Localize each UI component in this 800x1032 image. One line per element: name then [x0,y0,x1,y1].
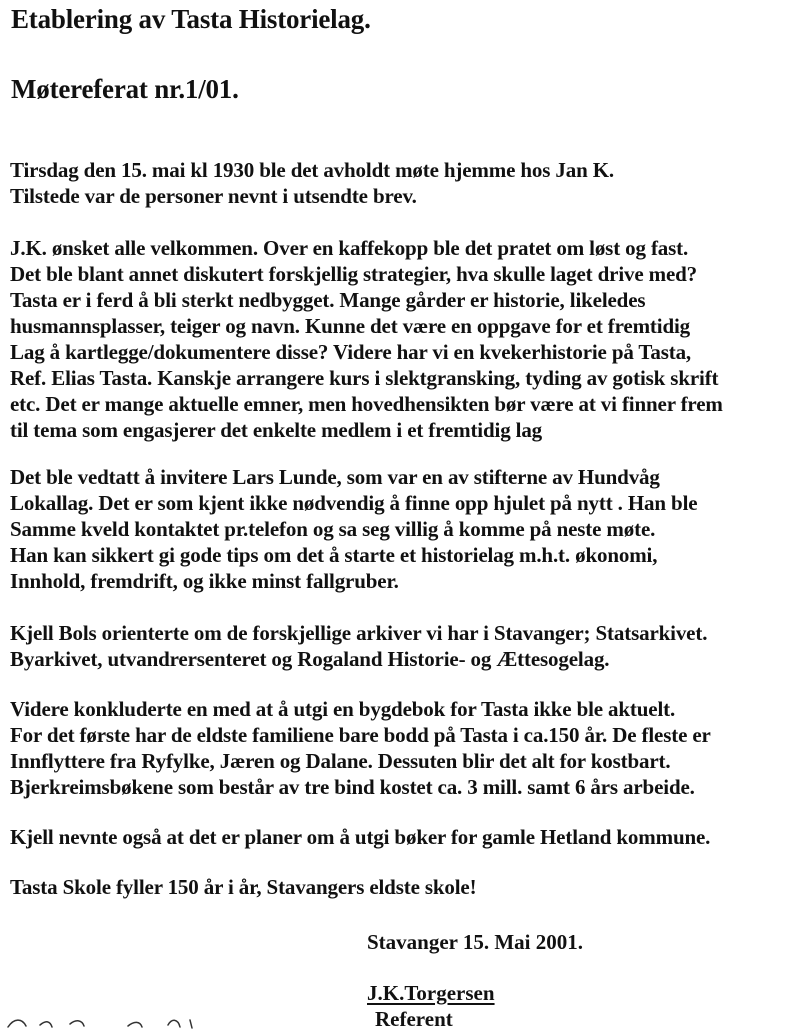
place-date-line: Stavanger 15. Mai 2001. [367,930,584,954]
signature-block [367,980,495,1032]
paragraph-line: Kjell nevnte også at det er planer om å utgi bøker for gamle Hetland kommune. [10,825,711,849]
paragraph-line: Tasta er i ferd å bli sterkt nedbygget. Mange gårder er historie, likeledes [10,288,646,312]
paragraph-line: Tirsdag den 15. mai kl 1930 ble det avholdt møte hjemme hos Jan K. [10,158,614,182]
paragraph-hetland-books [10,824,710,850]
paragraph-line: Han kan sikkert gi gode tips om det å starte et historielag m.h.t. økonomi, [10,543,658,567]
paragraph-line: Byarkivet, utvandrersenteret og Rogaland Historie- og Ættesogelag. [10,647,610,671]
paragraph-bygdebok [10,696,711,800]
paragraph-line: Tilstede var de personer nevnt i utsendte brev. [10,184,417,208]
paragraph-line: Tasta Skole fyller 150 år i år, Stavangers eldste skole! [10,875,477,899]
paragraph-line: etc. Det er mange aktuelle emner, men hovedhensikten bør være at vi finner frem [10,392,723,416]
paragraph-line: Lokallag. Det er som kjent ikke nødvendig å finne opp hjulet på nytt . Han ble [10,491,698,515]
paragraph-line: Kjell Bols orienterte om de forskjellige arkiver vi har i Stavanger; Statsarkivet. [10,621,708,645]
paragraph-line: Innflyttere fra Ryfylke, Jæren og Dalane. Dessuten blir det alt for kostbart. [10,749,671,773]
paragraph-line: Innhold, fremdrift, og ikke minst fallgruber. [10,569,399,593]
signer-name: J.K.Torgersen [367,981,495,1005]
paragraph-invitation [10,464,697,594]
paragraph-line: Lag å kartlegge/dokumentere disse? Videre har vi en kvekerhistorie på Tasta, [10,340,692,364]
paragraph-meeting-intro [10,157,614,209]
paragraph-line: Samme kveld kontaktet pr.telefon og sa seg villig å komme på neste møte. [10,517,656,541]
paragraph-line: For det første har de eldste familiene bare bodd på Tasta i ca.150 år. De fleste er [10,723,711,747]
paragraph-line: Ref. Elias Tasta. Kanskje arrangere kurs i slektgransking, tyding av gotisk skrift [10,366,719,390]
minutes-number-heading: Møtereferat nr.1/01. [11,74,239,104]
paragraph-line: husmannsplasser, teiger og navn. Kunne det være en oppgave for et fremtidig [10,314,691,338]
paragraph-line: Bjerkreimsbøkene som består av tre bind kostet ca. 3 mill. samt 6 års arbeide. [10,775,695,799]
paragraph-line: Det ble vedtatt å invitere Lars Lunde, som var en av stifterne av Hundvåg [10,465,660,489]
paragraph-line: Det ble blant annet diskutert forskjellig strategier, hva skulle laget drive med? [10,262,698,286]
paragraph-line: til tema som engasjerer det enkelte medlem i et fremtidig lag [10,418,543,442]
signer-role: Referent [375,1007,453,1031]
paragraph-welcome-discussion [10,235,723,443]
paragraph-archives [10,620,707,672]
place-date [367,929,583,955]
paragraph-line: Videre konkluderte en med at å utgi en bygdebok for Tasta ikke ble aktuelt. [10,697,676,721]
paragraph-school-anniversary [10,874,476,900]
handwritten-scribble [0,1012,220,1029]
paragraph-line: J.K. ønsket alle velkommen. Over en kaffekopp ble det pratet om løst og fast. [10,236,689,260]
document-title: Etablering av Tasta Historielag. [11,4,371,34]
